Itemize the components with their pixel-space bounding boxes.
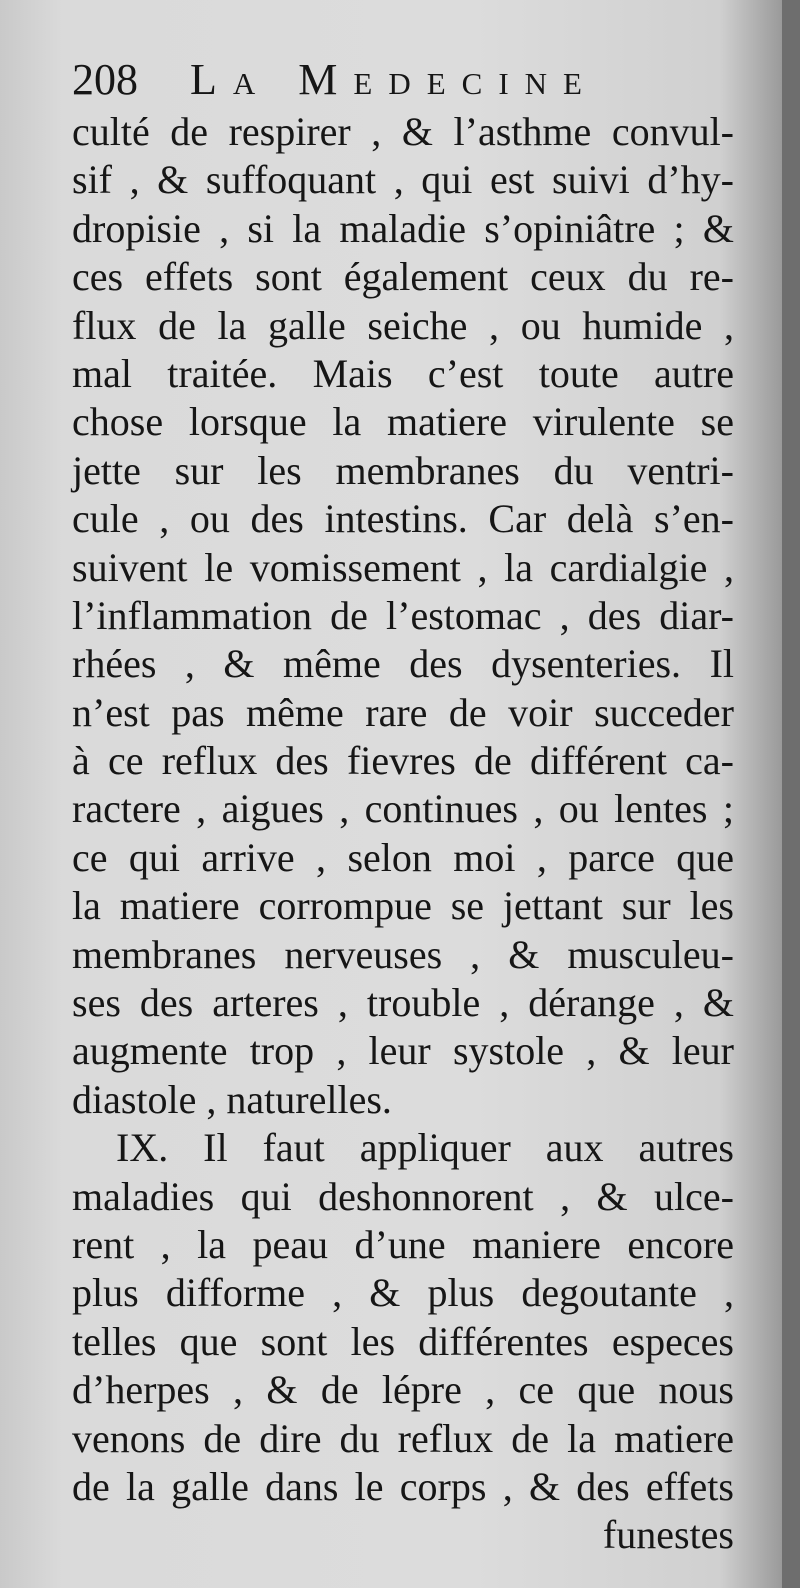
paragraph-end-line: diastole , naturelles. xyxy=(72,1076,392,1122)
text-line: de la galle dans le corps , & des effets xyxy=(72,1463,734,1509)
text-line: n’est pas même rare de voir succeder xyxy=(72,689,734,735)
text-line: à ce reflux des fievres de différent ca- xyxy=(72,738,734,784)
text-line: suivent le vomissement , la cardialgie , xyxy=(72,544,734,590)
text-line: d’herpes , & de lépre , ce que nous xyxy=(72,1367,734,1413)
text-line: jette sur les membranes du ventri- xyxy=(72,447,734,493)
text-line: maladies qui deshonnorent , & ulce- xyxy=(72,1173,734,1219)
text-line: cule , ou des intestins. Car delà s’en- xyxy=(72,496,734,542)
text-line: l’inflammation de l’estomac , des diar- xyxy=(72,592,734,638)
text-line: flux de la galle seiche , ou humide , xyxy=(72,302,734,348)
text-line: telles que sont les différentes especes xyxy=(72,1318,734,1364)
text-line: mal traitée. Mais c’est toute autre xyxy=(72,350,734,396)
text-line: chose lorsque la matiere virulente se xyxy=(72,399,734,445)
text-line: ces effets sont également ceux du re- xyxy=(72,254,734,300)
text-line: dropisie , si la maladie s’opiniâtre ; & xyxy=(72,205,734,251)
text-line: rhées , & même des dysenteries. Il xyxy=(72,641,734,687)
text-line: ses des arteres , trouble , dérange , & xyxy=(72,980,734,1026)
text-line: ractere , aigues , continues , ou lentes ; xyxy=(72,786,734,832)
section-start-line: IX. Il faut appliquer aux autres xyxy=(116,1125,734,1171)
text-line: augmente trop , leur systole , & leur xyxy=(72,1028,734,1074)
page-number: 208 xyxy=(72,55,138,104)
text-line: sif , & suffoquant , qui est suivi d’hy- xyxy=(72,157,734,203)
page-header xyxy=(72,52,752,108)
body-text xyxy=(72,108,734,1560)
text-line: la matiere corrompue se jettant sur les xyxy=(72,883,734,929)
catchword: funestes xyxy=(602,1512,734,1558)
text-line: plus difforme , & plus degoutante , xyxy=(72,1270,734,1316)
text-line: membranes nerveuses , & musculeu- xyxy=(72,931,734,977)
running-title: La Medecine xyxy=(190,55,598,104)
text-line: venons de dire du reflux de la matiere xyxy=(72,1415,734,1461)
text-line: rent , la peau d’une maniere encore xyxy=(72,1221,734,1267)
text-line: ce qui arrive , selon moi , parce que xyxy=(72,834,734,880)
text-line: culté de respirer , & l’asthme convul- xyxy=(72,109,734,154)
